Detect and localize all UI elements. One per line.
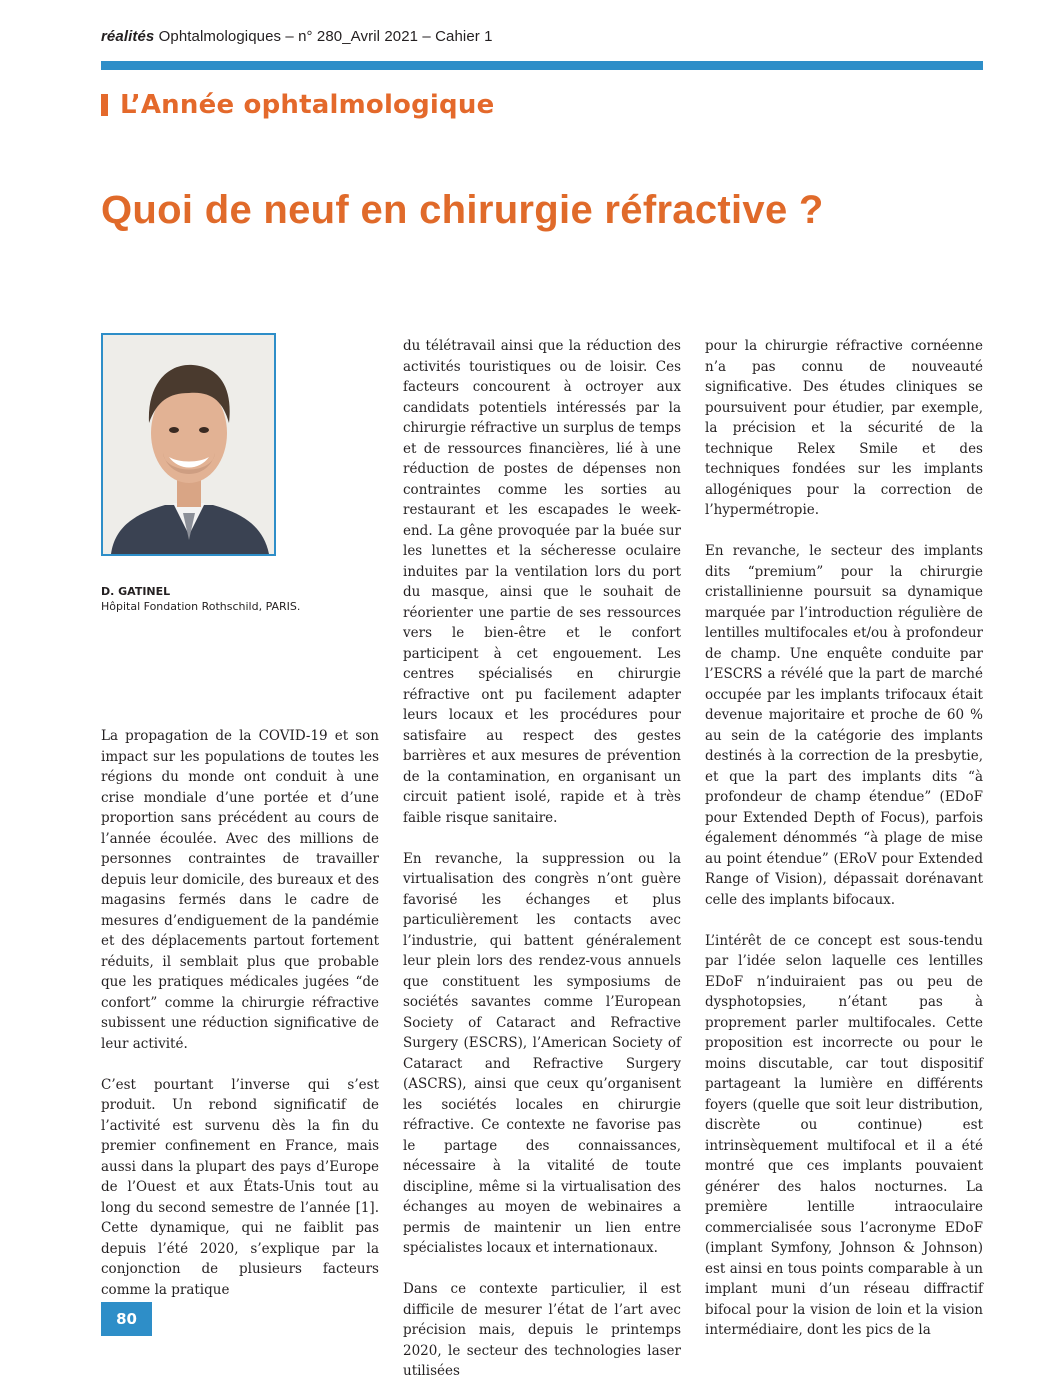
author-photo bbox=[101, 333, 276, 556]
paragraph: L’intérêt de ce concept est sous-tendu par l’idée selon laquelle ces lentilles EDoF n’induiraient pas ou peu de dysphotopsies, n’étant pas à proprement parler multifocales. Cette proposition est incorrecte ou pour le moins discutable, car tout dispositif partageant la lumière en différents foyers (quelle que soit leur distribution, discrète ou continue) est intrinsèquement multifocal et il a été montré que ces implants pouvaient générer des halos nocturnes. La première lentille intraoculaire commercialisée sous l’acronyme EDoF (implant Symfony, Johnson & Johnson) est ainsi en tous points comparable à un implant muni d’un réseau diffractif bifocal pour la vision de loin et la vision intermédiaire, dont les pics de la bbox=[705, 932, 983, 1338]
author-name: D. GATINEL bbox=[101, 585, 171, 598]
text-column-1 bbox=[101, 726, 379, 1300]
section-header bbox=[101, 88, 494, 122]
article-title: Quoi de neuf en chirurgie réfractive ? bbox=[101, 188, 824, 232]
section-title: L’Année ophtalmologique bbox=[120, 90, 495, 120]
section-marker bbox=[101, 94, 108, 116]
header-rule bbox=[101, 61, 983, 70]
issue-info: Ophtalmologiques – n° 280_Avril 2021 – Cahier 1 bbox=[154, 28, 493, 45]
page-number: 80 bbox=[101, 1302, 152, 1336]
paragraph: C’est pourtant l’inverse qui s’est produit. Un rebond significatif de l’activité est survenu dès la fin du premier confinement en France, mais aussi dans la plupart des pays d’Europe de l’Ouest et aux États-Unis tout au long du second semestre de l’année [1]. Cette dynamique, qui ne faiblit pas depuis l’été 2020, s’explique par la conjonction de plusieurs facteurs comme la pratique bbox=[101, 1076, 379, 1298]
paragraph: En revanche, le secteur des implants dits “premium” pour la chirurgie cristallinienne poursuit sa dynamique marquée par l’introduction régulière de lentilles multifocales et/ou à profondeur de champ. Une enquête conduite par l’ESCRS a révélé que la part de marché occupée par les implants trifocaux était devenue majoritaire et proche de 60 % au sein de la catégorie des implants destinés à la correction de la presbytie, et que la part des implants dits “à profondeur de champ étendue” (EDoF pour Extended Depth of Focus), parfois également dénommés “à plage de mise au point étendue” (ERoV pour Extended Range of Vision), dépassait dorénavant celle des implants bifocaux. bbox=[705, 543, 983, 908]
paragraph: du télétravail ainsi que la réduction des activités touristiques ou de loisir. Ces facteurs concourent à octroyer aux candidats potentiels intéressés par la chirurgie réfractive un surplus de temps et de ressources financières, lié à une réduction de postes de dépenses non contraintes comme les sorties au restaurant et les escapades le week-end. La gêne provoquée par la buée sur les lunettes et la sécheresse oculaire induites par la ventilation lors du port du masque, ainsi que le souhait de réorienter une partie de ses ressources vers le bien-être et le confort participent à cet engouement. Les centres spécialisés en chirurgie réfractive ont pu facilement adapter leurs locaux et les procédures pour satisfaire au respect des gestes barrières et aux mesures de prévention de la contamination, en organisant un circuit patient isolé, rapide et à très faible risque sanitaire. bbox=[403, 338, 681, 826]
text-column-3 bbox=[705, 336, 983, 1341]
author-affiliation: Hôpital Fondation Rothschild, PARIS. bbox=[101, 600, 301, 613]
running-head bbox=[101, 28, 493, 45]
text-column-2 bbox=[403, 336, 681, 1382]
paragraph: En revanche, la suppression ou la virtualisation des congrès n’ont guère favorisé les échanges et plus particulièrement les contacts avec l’industrie, qui battent généralement leur plein lors des rendez-vous annuels que constituent les symposiums de sociétés savantes comme l’European Society of Cataract and Refractive Surgery (ESCRS), l’American Society of Cataract and Refractive Surgery (ASCRS), ainsi que ceux qu’organisent les sociétés locales en chirurgie réfractive. Ce contexte ne favorise pas le partage des connaissances, nécessaire à la vitalité de toute discipline, même si la virtualisation des échanges au moyen de webinaires a permis de maintenir un lien entre spécialistes locaux et internationaux. bbox=[403, 850, 681, 1256]
paragraph: pour la chirurgie réfractive cornéenne n’a pas connu de nouveauté significative. Des études cliniques se poursuivent pour étudier, par exemple, la précision et la sécurité de la technique Relex Smile et des techniques fondées sur les implants allogéniques pour la correction de l’hypermétropie. bbox=[705, 338, 983, 518]
journal-brand: réalités bbox=[101, 28, 155, 45]
paragraph: Dans ce contexte particulier, il est difficile de mesurer l’état de l’art avec précision mais, depuis le printemps 2020, le secteur des technologies laser utilisées bbox=[403, 1281, 681, 1379]
paragraph: La propagation de la COVID-19 et son impact sur les populations de toutes les régions du monde ont conduit à une crise mondiale d’une portée et d’une proportion sans précédent au cours de l’année écoulée. Avec des millions de personnes contraintes de travailler depuis leur domicile, des bureaux et des magasins fermés dans le cadre de mesures d’endiguement de la pandémie et des déplacements partout fortement réduits, il semblait plus que probable que les pratiques médicales jugées “de confort” comme la chirurgie réfractive subissent une réduction significative de leur activité. bbox=[101, 728, 379, 1052]
